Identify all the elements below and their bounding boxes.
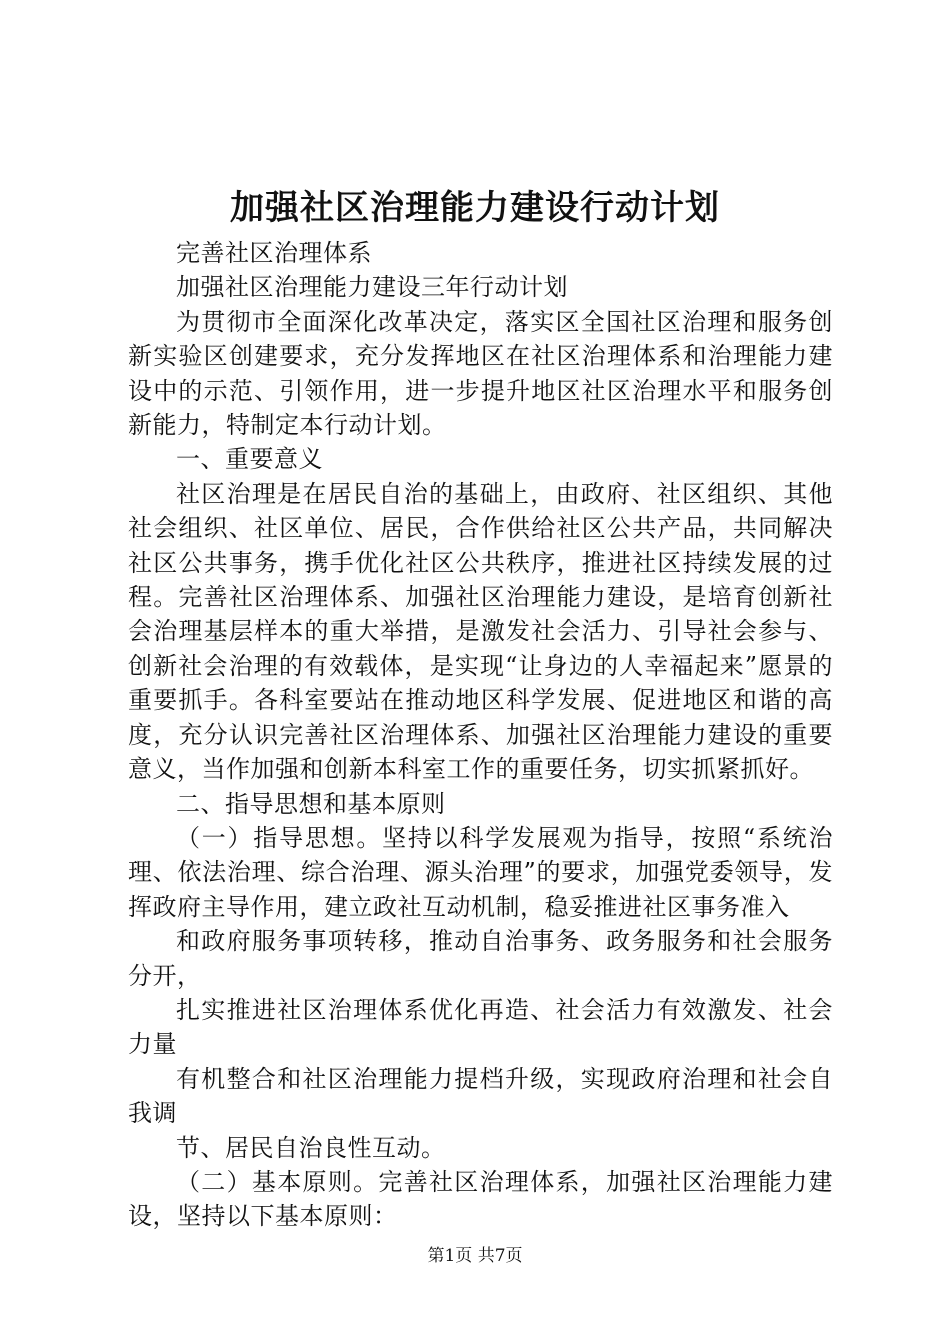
paragraph-significance: 社区治理是在居民自治的基础上，由政府、社区组织、其他社会组织、社区单位、居民，合作供给社区公共产品，共同解决社区公共事务，携手优化社区公共秩序，推进社区持续发展的过程。完善社区治理体系、加强社区治理能力建设，是培育创新社会治理基层样本的重大举措，是激发社会活力、引导社会参与、创新社会治理的有效载体，是实现“让身边的人幸福起来”愿景的重要抓手。各科室要站在推动地区科学发展、促进地区和谐的高度，充分认识完善社区治理体系、加强社区治理能力建设的重要意义，当作加强和创新本科室工作的重要任务，切实抓紧抓好。 — [128, 479, 833, 784]
paragraph-guiding-thought-cont-2: 扎实推进社区治理体系优化再造、社会活力有效激发、社会力量 — [128, 995, 833, 1059]
document-title: 加强社区治理能力建设行动计划 — [230, 188, 720, 228]
paragraph-guiding-thought-cont-1: 和政府服务事项转移，推动自治事务、政务服务和社会服务分开， — [128, 927, 833, 990]
section-heading-1: 一、重要意义 — [176, 445, 323, 474]
paragraph-intro: 为贯彻市全面深化改革决定，落实区全国社区治理和服务创新实验区创建要求，充分发挥地区在社区治理体系和治理能力建设中的示范、引领作用，进一步提升地区社区治理水平和服务创新能力，特制定本行动计划。 — [128, 307, 833, 440]
paragraph-basic-principles: （二）基本原则。完善社区治理体系，加强社区治理能力建设，坚持以下基本原则： — [128, 1167, 833, 1231]
paragraph-subtitle-2: 加强社区治理能力建设三年行动计划 — [176, 273, 568, 302]
paragraph-subtitle-1: 完善社区治理体系 — [176, 239, 372, 267]
document-body — [128, 236, 833, 1234]
page-footer: 第1页 共7页 — [427, 1246, 523, 1266]
paragraph-guiding-thought-cont-4: 节、居民自治良性互动。 — [176, 1133, 446, 1162]
paragraph-guiding-thought-cont-3: 有机整合和社区治理能力提档升级，实现政府治理和社会自我调 — [128, 1064, 833, 1128]
paragraph-guiding-thought: （一）指导思想。坚持以科学发展观为指导，按照“系统治理、依法治理、综合治理、源头治理”的要求，加强党委领导，发挥政府主导作用，建立政社互动机制，稳妥推进社区事务准入 — [128, 823, 833, 921]
section-heading-2: 二、指导思想和基本原则 — [176, 789, 446, 818]
